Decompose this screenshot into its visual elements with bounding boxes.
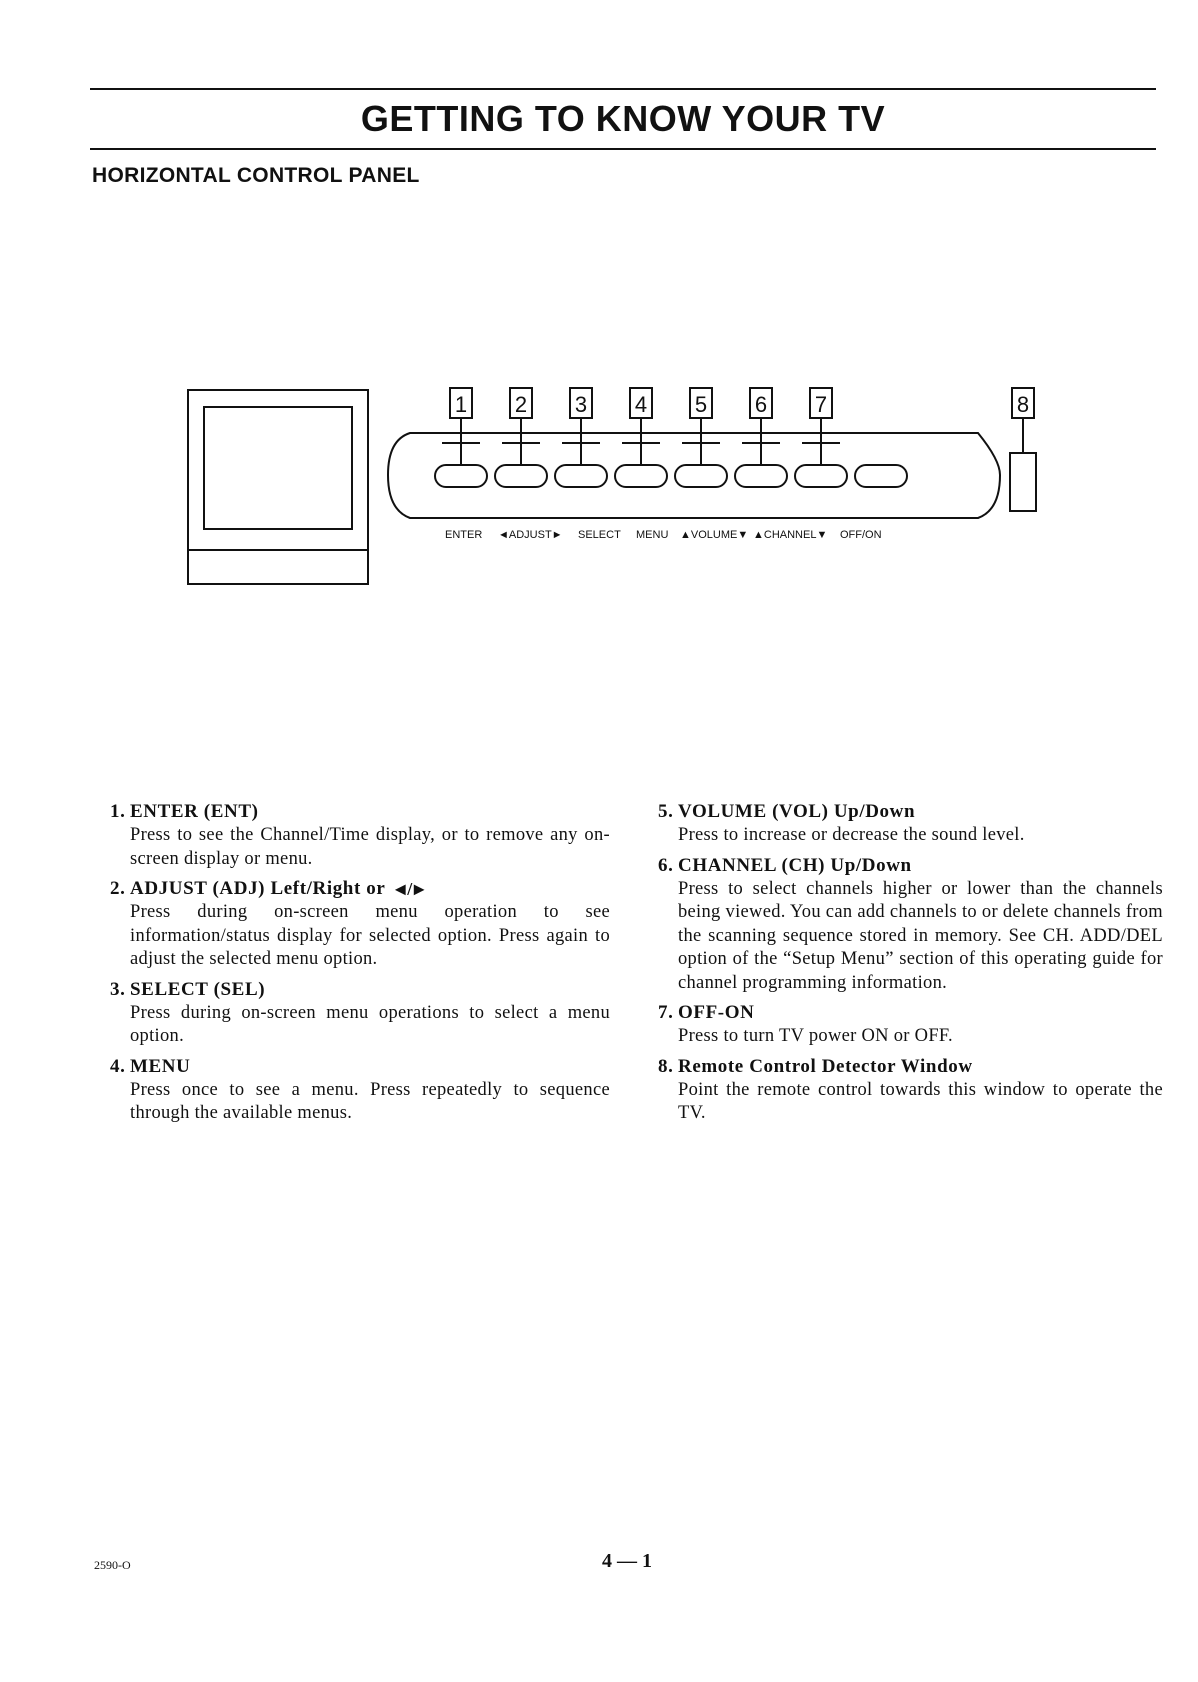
item-description: Press to increase or decrease the sound level. [678,825,1025,845]
label-enter: ENTER [445,529,483,541]
label-volume: ▲VOLUME▼ [680,529,749,541]
label-offon: OFF/ON [840,529,882,541]
label-adjust: ◄ADJUST► [498,529,563,541]
section-heading: HORIZONTAL CONTROL PANEL [92,164,420,187]
left-right-arrows-icon: ◄/► [391,879,427,899]
item-menu [110,1055,610,1126]
item-description: Press to select channels higher or lower than the channels being viewed. You can add channels to or delete channels from the scanning sequence stored in memory. See CH. ADD/DEL option of the “Setup Menu” section of this operating guide for channel programming information. [678,878,1163,993]
enter-button-shape [435,465,487,487]
adjust-right-button-shape [555,465,607,487]
callout-boxes [450,388,1034,418]
item-title: OFF-ON [678,1002,755,1023]
item-number: 3. [110,978,126,1000]
control-panel [388,433,1000,518]
item-title: Remote Control Detector Window [678,1055,973,1077]
callout-3: 3 [574,392,588,417]
item-select [110,978,610,1049]
callout-1: 1 [454,392,468,417]
control-panel-diagram [180,385,1080,585]
item-adjust [110,877,610,972]
item-number: 8. [658,1055,674,1077]
item-number: 6. [658,854,674,876]
select-button-shape [615,465,667,487]
tv-illustration [188,390,368,584]
callout-2: 2 [514,392,528,417]
title-rule [90,148,1156,150]
callout-8: 8 [1016,392,1030,417]
item-number: 4. [110,1055,126,1077]
item-number: 7. [658,1002,674,1023]
callout-4: 4 [634,392,648,417]
item-number: 5. [658,801,674,822]
item-title: CHANNEL (CH) Up/Down [678,854,912,876]
item-title: ENTER (ENT) [130,801,259,822]
callout-7: 7 [814,392,828,417]
item-number: 1. [110,801,126,822]
panel-buttons [435,465,907,487]
callout-5: 5 [694,392,708,417]
item-number: 2. [110,878,126,899]
page-number: 4 — 1 [602,1550,652,1572]
adjust-left-button-shape [495,465,547,487]
descriptions-left-column [110,800,610,1132]
label-channel: ▲CHANNEL▼ [753,529,828,541]
item-description: Point the remote control towards this window to operate the TV. [678,1079,1163,1123]
item-description: Press to see the Channel/Time display, or to remove any on-screen display or menu. [130,825,610,869]
document-code: 2590-O [94,1558,131,1572]
label-menu: MENU [636,529,669,541]
offon-button-shape [855,465,907,487]
descriptions-right-column [658,800,1163,1132]
menu-button-shape [675,465,727,487]
item-enter [110,800,610,871]
label-select: SELECT [578,529,621,541]
item-title: VOLUME (VOL) Up/Down [678,801,916,822]
callout-6: 6 [754,392,768,417]
volume-button-shape [735,465,787,487]
item-title: MENU [130,1055,191,1077]
remote-detector-window [1010,453,1036,511]
item-channel [658,854,1163,996]
item-description: Press during on-screen menu operation to see information/status display for selected option. Press again to adjust the selected menu option. [130,902,610,969]
item-volume [658,800,1163,848]
item-description: Press to turn TV power ON or OFF. [678,1026,953,1046]
item-title: ADJUST (ADJ) Left/Right or [130,878,386,899]
item-description: Press during on-screen menu operations to select a menu option. [130,1002,610,1046]
item-remote-detector [658,1055,1163,1126]
item-description: Press once to see a menu. Press repeatedly to sequence through the available menus. [130,1079,610,1123]
page-title: GETTING TO KNOW YOUR TV [360,98,886,139]
item-offon [658,1001,1163,1049]
item-title: SELECT (SEL) [130,978,266,1000]
channel-button-shape [795,465,847,487]
leader-lines [442,419,1023,465]
top-rule [90,88,1156,90]
